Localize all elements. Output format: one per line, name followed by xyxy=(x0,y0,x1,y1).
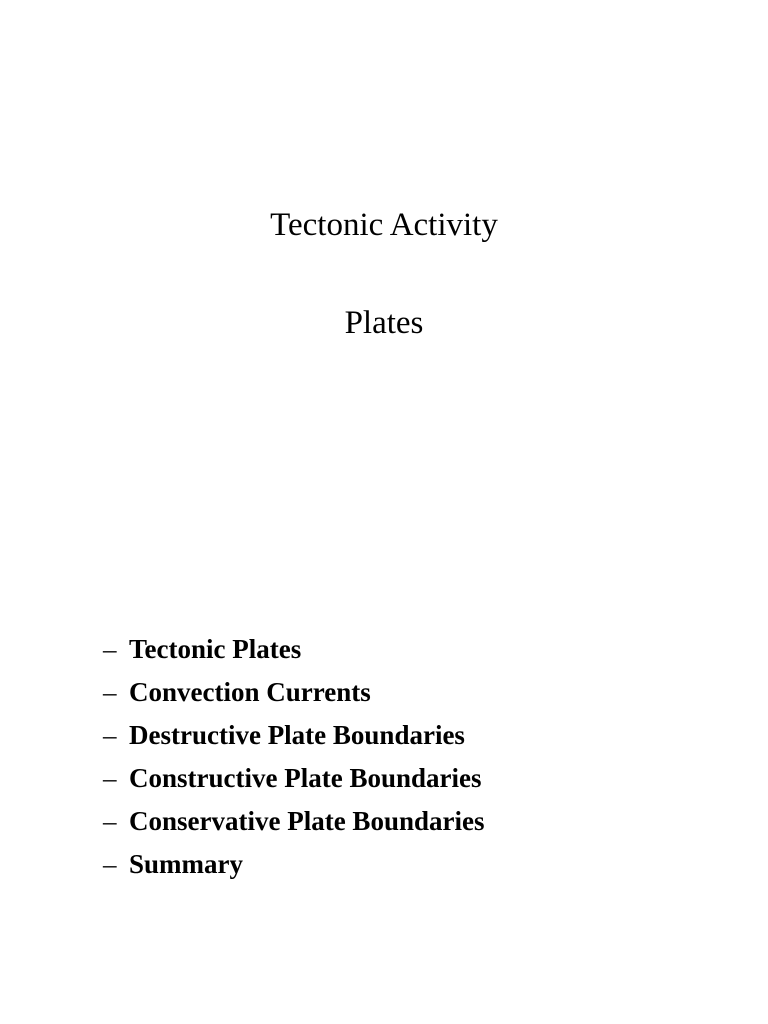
contents-item-label: Conservative Plate Boundaries xyxy=(129,806,485,836)
contents-item-conservative-plate-boundaries xyxy=(103,800,484,843)
contents-item-label: Constructive Plate Boundaries xyxy=(129,763,482,793)
dash-marker: – xyxy=(103,763,117,793)
contents-item-destructive-plate-boundaries xyxy=(103,714,484,757)
dash-marker: – xyxy=(103,634,117,664)
contents-item-tectonic-plates xyxy=(103,628,484,671)
page-title: Tectonic Activity xyxy=(270,207,498,243)
contents-item-label: Summary xyxy=(129,849,243,879)
contents-list xyxy=(103,628,484,886)
dash-marker: – xyxy=(103,720,117,750)
dash-marker: – xyxy=(103,849,117,879)
contents-item-label: Convection Currents xyxy=(129,677,371,707)
contents-item-convection-currents xyxy=(103,671,484,714)
dash-marker: – xyxy=(103,806,117,836)
page-subtitle: Plates xyxy=(344,305,424,341)
contents-item-constructive-plate-boundaries xyxy=(103,757,484,800)
contents-item-summary xyxy=(103,843,484,886)
contents-item-label: Destructive Plate Boundaries xyxy=(129,720,465,750)
contents-item-label: Tectonic Plates xyxy=(129,634,302,664)
dash-marker: – xyxy=(103,677,117,707)
